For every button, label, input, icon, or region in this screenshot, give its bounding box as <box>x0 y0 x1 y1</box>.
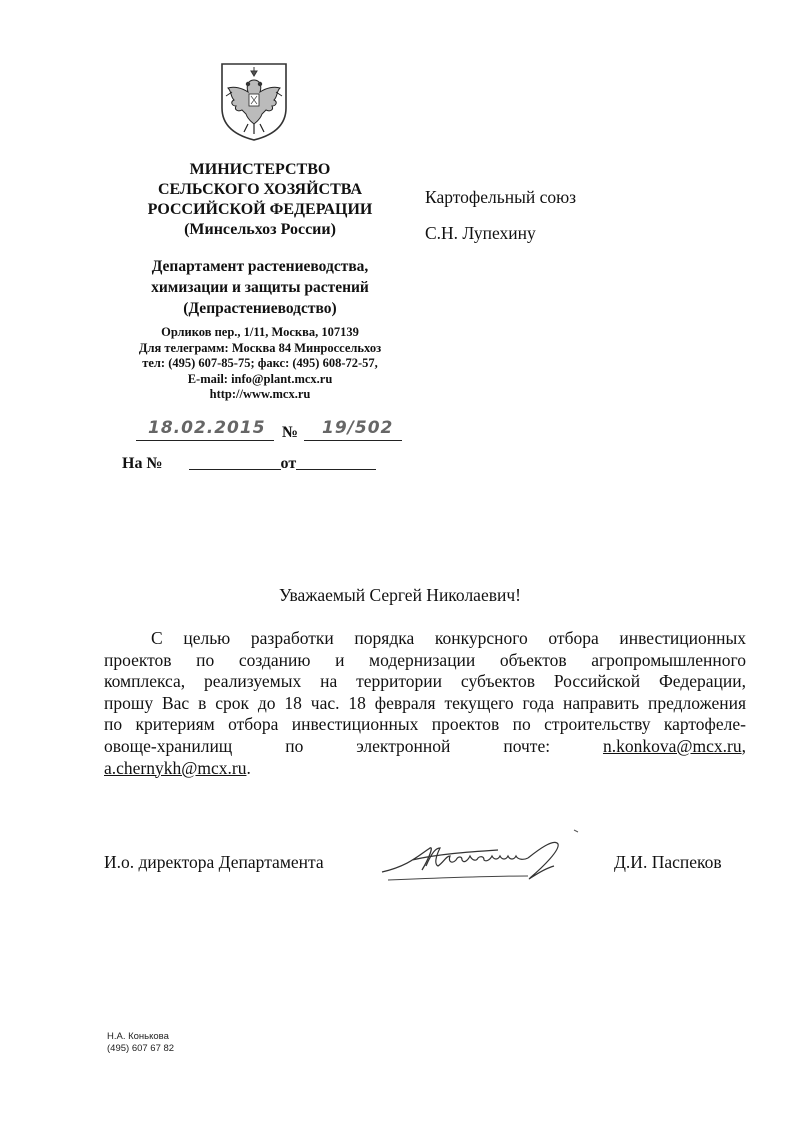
department-line: химизации и защиты растений <box>151 279 369 296</box>
contact-details <box>100 325 420 403</box>
body-line: прошу Вас в срок до 18 час. 18 февраля текущего года направить предложения <box>104 692 746 713</box>
handwritten-number: 19/502 <box>322 418 394 438</box>
body-word: электронной <box>356 735 451 756</box>
ministry-line: МИНИСТЕРСТВО <box>189 161 331 178</box>
handwritten-signature <box>378 826 598 886</box>
executor-info <box>107 1031 174 1055</box>
ministry-line: (Минсельхоз России) <box>184 221 336 238</box>
body-line <box>104 758 746 780</box>
ministry-name <box>110 160 410 240</box>
coat-of-arms-emblem <box>218 62 290 142</box>
contact-line: http://www.mcx.ru <box>209 387 311 401</box>
contact-line: Орликов пер., 1/11, Москва, 107139 <box>161 325 359 339</box>
body-word: овоще-хранилищ <box>104 735 233 756</box>
addressee-person: С.Н. Лупехину <box>425 223 536 243</box>
body-line: проектов по созданию и модернизации объектов агропромышленного <box>104 649 746 670</box>
executor-phone: (495) 607 67 82 <box>107 1043 175 1054</box>
body-line: С целью разработки порядка конкурсного отбора инвестиционных <box>151 628 746 648</box>
email-link-chernykh[interactable]: a.chernykh@mcx.ru <box>104 757 247 778</box>
body-comma: , <box>741 735 746 756</box>
reply-date-blank <box>296 469 376 470</box>
reply-number-blank <box>189 469 281 470</box>
department-line: (Депрастениеводство) <box>183 300 337 317</box>
ministry-line: СЕЛЬСКОГО ХОЗЯЙСТВА <box>157 181 362 198</box>
from-label: от <box>280 455 297 472</box>
addressee-block <box>425 186 576 244</box>
body-period: . <box>246 757 251 778</box>
ministry-line: РОССИЙСКОЙ ФЕДЕРАЦИИ <box>147 201 373 218</box>
contact-line: E-mail: info@plant.mcx.ru <box>187 371 333 386</box>
number-label: № <box>282 424 299 441</box>
signatory-position: И.о. директора Департамента <box>104 852 324 872</box>
registration-line <box>136 418 416 448</box>
number-underline <box>304 440 402 441</box>
email-link-konkova[interactable]: n.konkova@mcx.ru <box>602 735 742 756</box>
department-line: Департамент растениеводства, <box>151 258 369 275</box>
body-word: по <box>285 735 304 756</box>
date-underline <box>136 440 274 441</box>
body-line <box>104 736 746 758</box>
handwritten-date: 18.02.2015 <box>148 418 266 438</box>
addressee-organization: Картофельный союз <box>425 187 577 207</box>
body-line: по критериям отбора инвестиционных проектов по строительству картофеле- <box>104 714 746 735</box>
reply-label: На № <box>122 455 163 472</box>
department-name <box>110 256 410 319</box>
reply-reference-line <box>122 455 376 473</box>
signatory-name: Д.И. Паспеков <box>614 852 722 872</box>
letter-body <box>104 628 746 779</box>
body-word: почте: <box>503 735 551 756</box>
executor-name: Н.А. Конькова <box>107 1031 169 1042</box>
body-line: комплекса, реализуемых на территории субъектов Российской Федерации, <box>104 671 746 692</box>
greeting: Уважаемый Сергей Николаевич! <box>279 585 521 605</box>
contact-line: тел: (495) 607-85-75; факс: (495) 608-72-57, <box>142 356 378 370</box>
contact-line: Для телеграмм: Москва 84 Минроссельхоз <box>138 340 382 355</box>
